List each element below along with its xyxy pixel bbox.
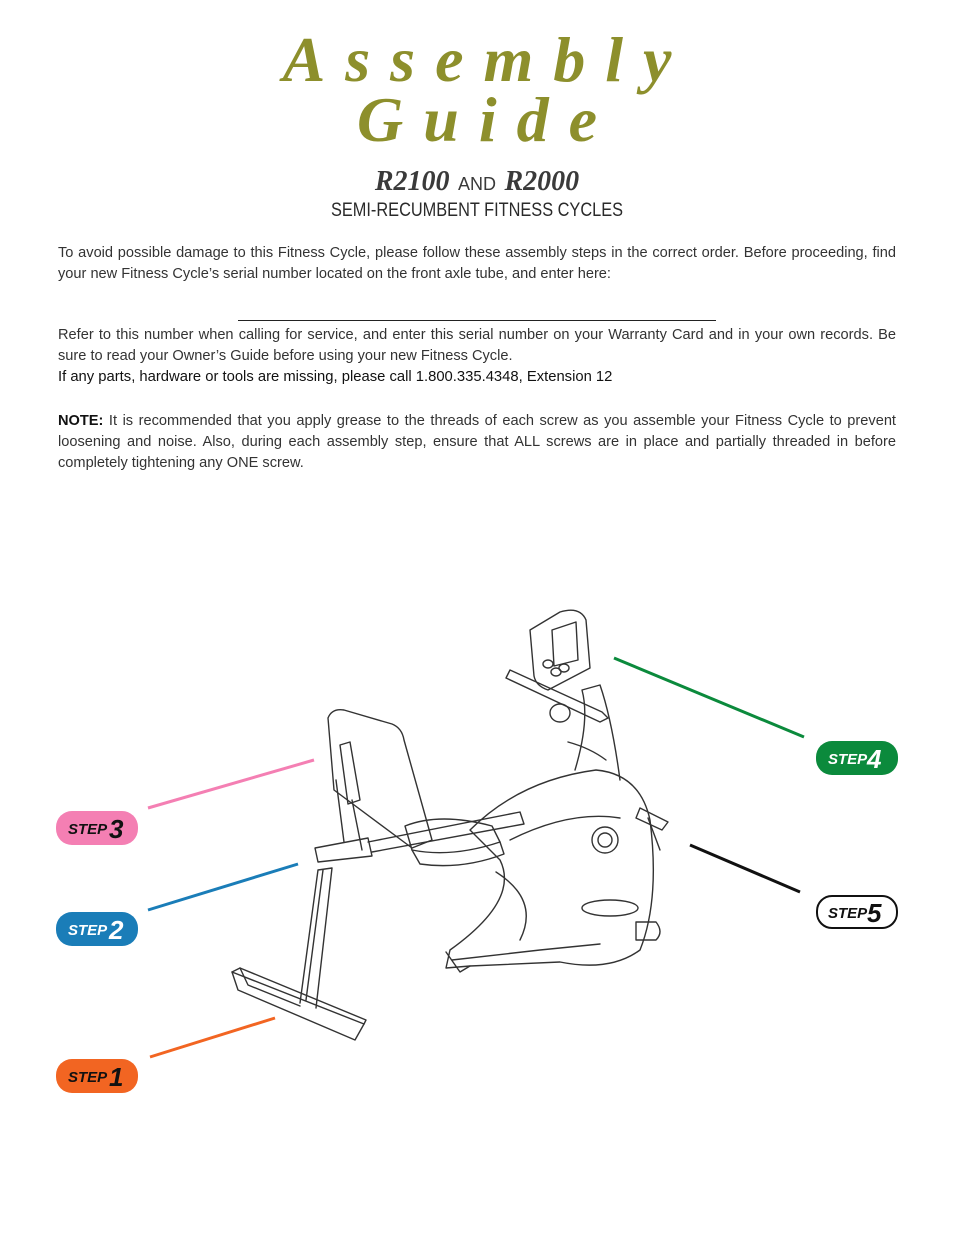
step-badge-2: [56, 912, 138, 946]
and-word: AND: [457, 174, 496, 194]
step-number-1: 1: [109, 1062, 124, 1092]
model-r2100: R2100: [374, 166, 450, 197]
bike-illustration: [232, 610, 668, 1040]
title-guide: Guide: [357, 84, 617, 155]
leader-step-2: [148, 864, 298, 910]
step-badge-4: [816, 741, 898, 775]
step-word: STEP: [68, 922, 108, 939]
leader-step-3: [148, 760, 314, 808]
step-badge-1: [56, 1059, 138, 1093]
step-number-5: 5: [867, 898, 882, 928]
note-label: NOTE:: [58, 413, 104, 429]
leader-step-5: [690, 845, 800, 892]
step-number-2: 2: [109, 915, 124, 945]
leader-step-4: [614, 658, 804, 737]
title-assembly: Assembly: [282, 24, 692, 95]
missing-parts-notice: If any parts, hardware or tools are missing, please call 1.800.335.4348, Extension 12: [58, 369, 613, 385]
step-number-4: 4: [867, 744, 882, 774]
step-word: STEP: [828, 905, 868, 922]
step-badge-3: [56, 811, 138, 845]
note-text: It is recommended that you apply grease to the threads of each screw as you assemble your Fitness Cycle to prevent loosening and noise. Also, during each assembly step, ensure that ALL screws are in place and partially threaded in before completely tightening any ONE screw.: [58, 413, 896, 471]
step-word: STEP: [828, 751, 868, 768]
step-word: STEP: [68, 1069, 108, 1086]
leader-step-1: [150, 1018, 275, 1057]
step-number-3: 3: [109, 814, 124, 844]
model-r2000: R2000: [504, 166, 580, 197]
step-word: STEP: [68, 821, 108, 838]
step-badge-5: [817, 896, 897, 928]
refer-paragraph: Refer to this number when calling for service, and enter this serial number on your Warranty Card and in your own records. Be sure to read your Owner’s Guide before using your new Fitness Cycle.: [58, 327, 896, 364]
subtitle: SEMI-RECUMBENT FITNESS CYCLES: [330, 200, 624, 221]
intro-paragraph: To avoid possible damage to this Fitness Cycle, please follow these assembly steps in the correct order. Before proceeding, find your new Fitness Cycle’s serial number located on the front axle tube, and enter here:: [58, 245, 896, 282]
